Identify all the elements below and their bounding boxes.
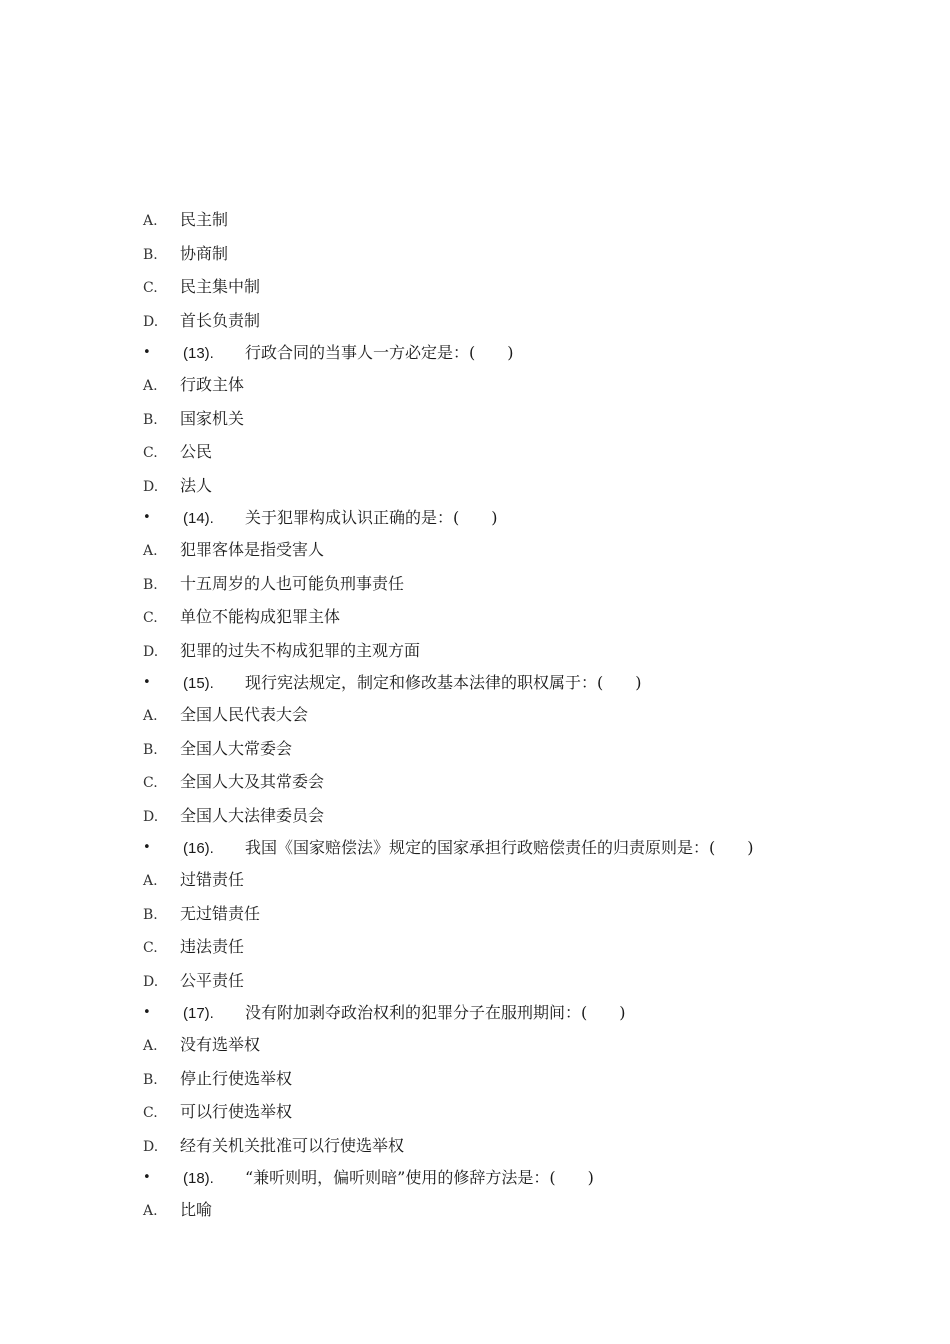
- option-text: 经有关机关批准可以行使选举权: [180, 1135, 405, 1155]
- option-letter: D.: [143, 478, 159, 495]
- question-number: (13).: [183, 345, 214, 362]
- option-row: [143, 435, 903, 469]
- question-text: 没有附加剥夺政治权利的犯罪分子在服刑期间：( ): [245, 1003, 626, 1022]
- option-row: [143, 533, 903, 567]
- option-row: [143, 897, 903, 931]
- question-row: [143, 337, 903, 368]
- question-text: 现行宪法规定，制定和修改基本法律的职权属于：( ): [245, 673, 642, 692]
- option-row: [143, 1095, 903, 1129]
- option-text: 公平责任: [180, 970, 245, 990]
- bullet-icon: •: [143, 675, 151, 690]
- bullet-icon: •: [143, 510, 151, 525]
- option-letter: D.: [143, 643, 159, 660]
- option-letter: A.: [143, 1203, 158, 1219]
- option-row: [143, 1062, 903, 1096]
- option-text: 犯罪客体是指受害人: [180, 540, 325, 559]
- bullet-icon: •: [143, 345, 151, 360]
- option-row: [143, 469, 903, 503]
- option-text: 停止行使选举权: [180, 1068, 293, 1088]
- option-text: 首长负责制: [180, 310, 261, 330]
- question-row: [143, 667, 903, 698]
- option-letter: C.: [143, 940, 158, 956]
- bullet-icon: •: [143, 1005, 151, 1020]
- option-letter: D.: [143, 973, 159, 990]
- question-list: [143, 203, 903, 1227]
- option-text: 全国人大及其常委会: [180, 772, 325, 791]
- option-text: 过错责任: [180, 870, 245, 889]
- bullet-icon: •: [143, 840, 151, 855]
- option-text: 可以行使选举权: [180, 1102, 293, 1121]
- option-row: [143, 863, 903, 897]
- question-text: “兼听则明，偏听则暗”使用的修辞方法是：( ): [245, 1168, 594, 1187]
- option-text: 单位不能构成犯罪主体: [180, 607, 341, 626]
- option-text: 违法责任: [180, 937, 245, 956]
- option-letter: B.: [143, 1071, 158, 1088]
- option-row: [143, 1193, 903, 1227]
- option-row: [143, 1129, 903, 1163]
- option-letter: D.: [143, 1138, 159, 1155]
- option-letter: B.: [143, 576, 158, 593]
- option-row: [143, 799, 903, 833]
- option-text: 十五周岁的人也可能负刑事责任: [180, 573, 405, 593]
- bullet-icon: •: [143, 1170, 151, 1185]
- option-letter: B.: [143, 411, 158, 428]
- option-text: 行政主体: [180, 375, 245, 394]
- option-row: [143, 368, 903, 402]
- option-row: [143, 732, 903, 766]
- option-letter: B.: [143, 741, 158, 758]
- option-letter: B.: [143, 246, 158, 263]
- option-text: 全国人大法律委员会: [180, 805, 325, 825]
- option-row: [143, 270, 903, 304]
- question-number: (14).: [183, 510, 214, 527]
- option-text: 比喻: [180, 1200, 213, 1219]
- question-text: 行政合同的当事人一方必定是：( ): [245, 343, 514, 362]
- option-row: [143, 304, 903, 338]
- option-letter: D.: [143, 808, 159, 825]
- option-letter: A.: [143, 378, 158, 394]
- option-text: 公民: [180, 442, 213, 461]
- option-text: 协商制: [180, 243, 229, 263]
- question-row: [143, 502, 903, 533]
- option-row: [143, 600, 903, 634]
- option-letter: A.: [143, 543, 158, 559]
- option-row: [143, 1028, 903, 1062]
- option-letter: A.: [143, 873, 158, 889]
- option-text: 无过错责任: [180, 903, 261, 923]
- option-text: 法人: [180, 475, 213, 495]
- option-letter: C.: [143, 1105, 158, 1121]
- option-row: [143, 203, 903, 237]
- option-row: [143, 964, 903, 998]
- question-row: [143, 997, 903, 1028]
- question-number: (15).: [183, 675, 214, 692]
- option-text: 全国人民代表大会: [180, 705, 309, 724]
- option-row: [143, 567, 903, 601]
- option-row: [143, 765, 903, 799]
- option-letter: D.: [143, 313, 159, 330]
- option-row: [143, 930, 903, 964]
- option-text: 没有选举权: [180, 1035, 261, 1054]
- option-letter: A.: [143, 213, 158, 229]
- option-text: 国家机关: [180, 408, 245, 428]
- option-letter: A.: [143, 1038, 158, 1054]
- option-row: [143, 237, 903, 271]
- option-letter: C.: [143, 280, 158, 296]
- option-row: [143, 698, 903, 732]
- question-number: (16).: [183, 840, 214, 857]
- option-row: [143, 402, 903, 436]
- option-letter: B.: [143, 906, 158, 923]
- option-text: 全国人大常委会: [180, 738, 293, 758]
- option-text: 犯罪的过失不构成犯罪的主观方面: [180, 640, 421, 660]
- question-number: (18).: [183, 1170, 214, 1187]
- question-text: 我国《国家赔偿法》规定的国家承担行政赔偿责任的归责原则是：( ): [245, 838, 754, 857]
- question-text: 关于犯罪构成认识正确的是：( ): [245, 508, 498, 527]
- option-text: 民主制: [180, 210, 229, 229]
- option-row: [143, 634, 903, 668]
- question-number: (17).: [183, 1005, 214, 1022]
- option-letter: C.: [143, 445, 158, 461]
- option-letter: C.: [143, 775, 158, 791]
- option-letter: A.: [143, 708, 158, 724]
- question-row: [143, 1162, 903, 1193]
- question-row: [143, 832, 903, 863]
- option-text: 民主集中制: [180, 277, 261, 296]
- option-letter: C.: [143, 610, 158, 626]
